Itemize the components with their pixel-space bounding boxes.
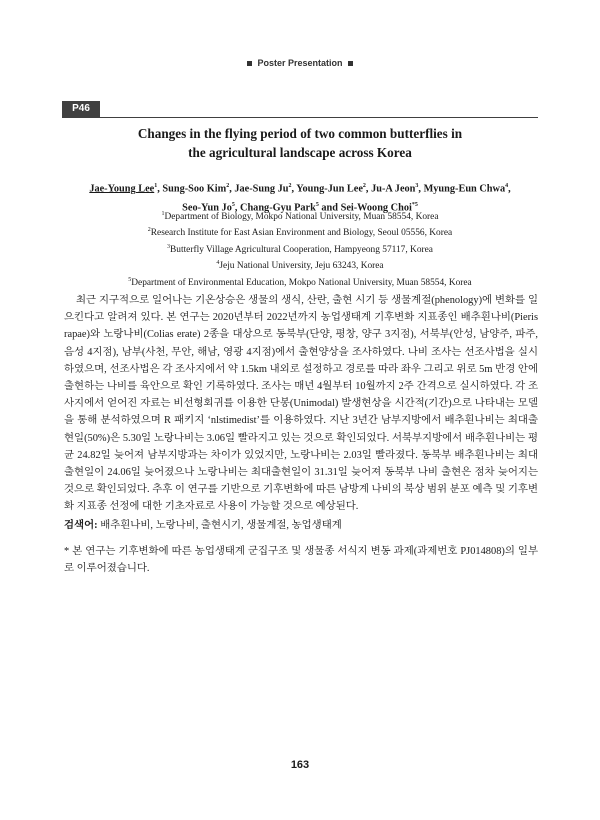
affiliation-sup: 3: [167, 243, 171, 250]
keywords: [64, 517, 538, 534]
author-sup: 2: [362, 183, 366, 189]
poster-id-tag: P46: [62, 101, 100, 117]
section-header: [0, 58, 600, 68]
author-line: Seo-Yun Jo$^5$, Chang-Gyu Park$^5$ and Sei-Woong Choi$^{*5}$: [182, 202, 418, 214]
author-name: Jae-Young Lee: [89, 183, 155, 195]
affiliation-list: [62, 208, 538, 290]
affiliation-sup: 5: [128, 276, 132, 283]
affiliation-text: Butterfly Village Agricultural Cooperation, Hampyeong 57117, Korea: [170, 244, 433, 255]
author-name: Sei-Woong Choi: [340, 202, 412, 214]
abstract-text: 최근 지구적으로 일어나는 기온상승은 생물의 생식, 산란, 출현 시기 등 생물계절(phenology)에 변화를 일으킨다고 알려져 있다. 본 연구는 2020년부터 2022년까지 농업생태계 기후변화 지표종인 배추흰나비(Pieris rapae)와 노랑나비(Colias erate) 2종을 대상으로 동북부(단양, 평창, 양구 3지점), 서북부(안성, 남양주, 파주, 음성 4지점), 남부(사천, 무안, 해남, 영광 4지점)에서 출현양상을 조사하였다. 나비 조사는 선조사법을 실시하였으며, 선조사법은 각 조사지에서 약 1.5km 내외로 설정하고 경로를 따라 좌우 그리고 위로 5m 반경 안에 출현하는 나비를 육안으로 확인 기록하였다. 조사는 매년 4월부터 10월까지 2주 간격으로 실시하였다. 각 조사지에서 얻어진 자료는 비선형회귀를 이용한 단봉(Unimodal) 발생현상을 시간적(기간)으로 나타내는 모델을 통해 분석하였으며 R 패키지 ‘nlstimedist’를 이용하였다. 지난 3년간 남부지방에서 배추흰나비는 최대출현일(50%)은 5.30일 노랑나비는 3.06일 빨라지고 있는 것으로 확인되었다. 서북부지방에서 배추흰나비는 평균 24.82일 늦어져 남부지방과는 차이가 있었지만, 노랑나비는 2.03일 빨라졌다. 동북부 배추흰나비는 최대출현일이 24.06일 늦어졌으나 노랑나비는 최대출현일이 31.31일 늦어져 동북부 나비 출현은 점차 늦어지는 것으로 확인되었다. 추후 이 연구를 기반으로 기후변화에 따른 남방계 나비의 북상 범위 분포 예측 및 기후변화 지표종 선정에 대한 기초자료로 사용이 가능할 것으로 예상된다.: [64, 295, 538, 513]
affiliation-text: Research Institute for East Asian Environment and Biology, Seoul 05556, Korea: [150, 228, 453, 239]
affiliation-text: Department of Biology, Mokpo National University, Muan 58554, Korea: [164, 212, 439, 223]
affiliation-sup: 4: [216, 260, 220, 267]
page-number: 163: [290, 759, 310, 771]
affiliation-text: Department of Environmental Education, Mokpo National University, Muan 58554, Korea: [131, 277, 472, 288]
affiliation: [62, 241, 538, 257]
affiliation: [62, 257, 538, 273]
author-sup: 3: [415, 183, 419, 189]
section-header-label: Poster Presentation: [257, 58, 343, 68]
author-name: Ju-A Jeon: [371, 183, 416, 195]
author-name: Myung-Eun Chwa: [423, 183, 506, 195]
paper-title: [62, 124, 538, 162]
title-line: the agricultural landscape across Korea: [188, 145, 412, 160]
author-name: Sung-Soo Kim: [162, 183, 227, 195]
affiliation: [62, 274, 538, 290]
keywords-text: 배추흰나비, 노랑나비, 출현시기, 생물계절, 농업생태계: [100, 520, 342, 531]
author-sup: 2: [226, 183, 230, 189]
affiliation-sup: 1: [161, 211, 165, 217]
author-sup: 4: [505, 183, 509, 189]
affiliation: [62, 224, 538, 240]
author-name: Jae-Sung Ju: [234, 183, 289, 195]
abstract: [64, 292, 538, 516]
author-name: Chang-Gyu Park: [240, 202, 316, 214]
divider: [62, 117, 538, 118]
author-sup: 1: [154, 183, 158, 189]
square-bullet-icon: [348, 61, 353, 66]
author-sup: 2: [288, 183, 292, 189]
author-name: Young-Jun Lee: [296, 183, 363, 195]
author-sup: 5: [315, 202, 319, 209]
affiliation: [62, 208, 538, 224]
title-line: Changes in the flying period of two common butterflies in: [137, 126, 463, 141]
funding-note: * 본 연구는 기후변화에 따른 농업생태계 군집구조 및 생물종 서식지 변동 과제(과제번호 PJ014808)의 일부로 이루어졌습니다.: [64, 546, 538, 575]
square-bullet-icon: [247, 61, 252, 66]
author-sup: *5: [411, 202, 418, 209]
author-name: Seo-Yun Jo: [182, 202, 232, 214]
affiliation-sup: 2: [147, 227, 151, 234]
author-sup: 5: [231, 202, 235, 209]
affiliation-text: Jeju National University, Jeju 63243, Korea: [219, 261, 384, 272]
keywords-label: 검색어:: [64, 520, 98, 531]
author-line: Jae-Young Lee$^1$, Sung-Soo Kim$^2$, Jae-Sung Ju$^2$, Young-Jun Lee$^2$, Ju-A Jeon$^3$, Myung-Eun Chwa$^4$,: [89, 183, 511, 195]
